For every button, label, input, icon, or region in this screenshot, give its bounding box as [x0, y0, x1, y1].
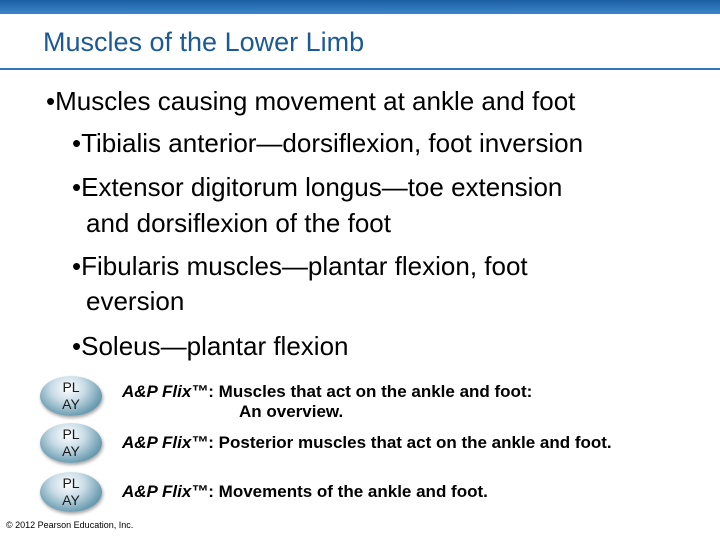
media-title: : Muscles that act on the ankle and foot: [208, 382, 533, 401]
media-title: : Movements of the ankle and foot. [208, 482, 488, 501]
media-link-caption [122, 482, 488, 502]
media-link-caption [122, 433, 612, 453]
bullet-text: Tibialis anterior—dorsiflexion, foot inversion [81, 128, 584, 158]
slide-title: Muscles of the Lower Limb [43, 27, 365, 57]
media-title-continuation: An overview. [239, 402, 344, 421]
bullet-item [46, 86, 575, 116]
media-title: : Posterior muscles that act on the ankle and foot. [208, 433, 612, 452]
bullet-glyph: • [72, 172, 82, 202]
sub-bullet-continuation: eversion [86, 286, 185, 316]
bullet-glyph: • [72, 251, 82, 281]
play-button[interactable] [40, 472, 102, 512]
sub-bullet-item [72, 128, 583, 158]
play-button-label: PL AY [62, 379, 80, 412]
bullet-text: Fibularis muscles—plantar flexion, foot [81, 251, 528, 281]
play-button-label: PL AY [62, 475, 80, 508]
bullet-glyph: • [72, 128, 82, 158]
media-link-row [40, 376, 700, 421]
play-button-label: PL AY [62, 426, 80, 459]
media-link-caption [122, 382, 532, 422]
bullet-glyph: • [46, 86, 56, 116]
media-brand: A&P Flix™ [122, 382, 209, 401]
media-link-row [40, 423, 700, 463]
copyright-notice: © 2012 Pearson Education, Inc. [6, 520, 134, 530]
play-button[interactable] [40, 423, 102, 463]
sub-bullet-continuation: and dorsiflexion of the foot [86, 208, 391, 238]
bullet-text: Extensor digitorum longus—toe extension [81, 172, 563, 202]
play-button[interactable] [40, 376, 102, 416]
media-brand: A&P Flix™ [122, 433, 209, 452]
bullet-text: Muscles causing movement at ankle and foot [55, 86, 576, 116]
sub-bullet-item [72, 331, 349, 361]
sub-bullet-item [72, 172, 562, 202]
bullet-glyph: • [72, 331, 82, 361]
media-link-row [40, 472, 700, 512]
media-brand: A&P Flix™ [122, 482, 209, 501]
sub-bullet-item [72, 251, 528, 281]
bullet-text: Soleus—plantar flexion [81, 331, 349, 361]
